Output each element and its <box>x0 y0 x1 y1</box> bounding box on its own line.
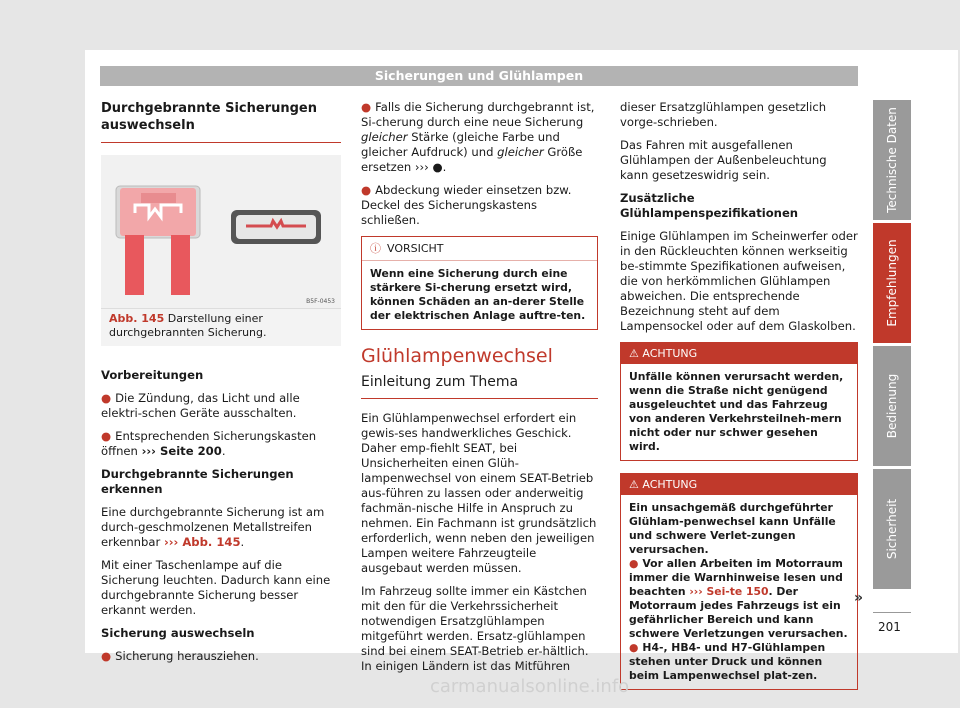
warning-text: Unfälle können verursacht werden, wenn die Straße nicht genügend ausgeleuchtet und das Fahrzeug von anderen Verkehrsteilneh-mern nicht oder nur schwer gesehen wird. <box>629 370 844 453</box>
figure-code: B5F-0453 <box>306 298 335 305</box>
chapter-title: Glühlampenwechsel <box>361 345 553 367</box>
list-item <box>101 391 341 421</box>
bullet-icon: ● <box>101 391 112 405</box>
paragraph: Einige Glühlampen im Scheinwerfer oder in den Rückleuchten können werkseitig be-stimmte Spezifikationen aufweisen, die von herkömmlichen Glühlampen abweichen. Die entsprechende Bezeichnung steht auf dem Lampensockel oder auf dem Glaskolben. <box>620 229 858 333</box>
tab-label: Sicherheit <box>885 498 899 560</box>
text: Stärke (gleiche Farbe und gleicher Aufdruck) und <box>361 130 560 159</box>
bullet-icon: ● <box>361 100 372 114</box>
bullet-icon: ● <box>361 183 372 197</box>
warning-item <box>629 557 849 641</box>
warning-triangle-icon: ⚠ <box>629 347 643 360</box>
tab-technische-daten[interactable] <box>873 100 911 220</box>
list-item-text: Sicherung herausziehen. <box>115 649 259 663</box>
subheading-erkennen: Durchgebrannte Sicherungen erkennen <box>101 467 294 496</box>
column-1 <box>101 100 341 672</box>
text: Falls die Sicherung durchgebrannt ist, Si-cherung durch eine neue Sicherung <box>361 100 595 129</box>
caption-label: Abb. 145 <box>109 312 165 325</box>
paragraph: Im Fahrzeug sollte immer ein Kästchen mit den für die Verkehrssicherheit notwendigen Ersatzglühlampen mitgeführt werden. Ersatz-glühlampen sind bei einem SEAT-Betrieb er-hältlich. In einigen Ländern ist das Mitführen <box>361 584 589 673</box>
paragraph: dieser Ersatzglühlampen gesetzlich vorge-schrieben. <box>620 100 827 129</box>
warning-label: ACHTUNG <box>642 347 698 360</box>
bullet-icon: ● <box>101 649 112 663</box>
stop-icon: ● <box>432 160 443 174</box>
warning-triangle-icon: ⚠ <box>629 478 643 491</box>
figure-145 <box>101 155 341 346</box>
paragraph: Ein Glühlampenwechsel erfordert ein gewis-ses handwerkliches Geschick. Daher emp-fiehlt SEAT, bei Unsicherheiten einen Glüh-lampenwechsel von einem SEAT-Betrieb aus-führen zu lassen oder anderweitig fachmän-nische Hilfe in Anspruch zu nehmen. Ein Fachmann ist grundsätzlich erforderlich, wenn neben den jeweiligen Lampen weitere Fahrzeugteile ausgebaut werden müssen. <box>361 411 597 575</box>
list-item <box>101 649 341 664</box>
list-item <box>361 183 598 228</box>
text: . Der Motorraum jedes Fahrzeugs ist ein gefährlicher Bereich und kann schwere Verletzungen verursachen. <box>629 585 848 640</box>
subheading-spezifikationen: Zusätzliche Glühlampenspezifikationen <box>620 191 799 220</box>
list-item: ● Falls die Sicherung durchgebrannt ist, Si-cherung durch eine neue Sicherung gleicher Stärke (gleiche Farbe und gleicher Aufdruck) und gleicher Größe ersetzen ››› ●. <box>361 100 595 174</box>
paragraph: Eine durchgebrannte Sicherung ist am durch-geschmolzenen Metallstreifen erkennbar ››› Abb. 145. <box>101 505 325 549</box>
figure-link[interactable]: ››› Abb. 145 <box>163 535 241 549</box>
section-title-fuses: Durchgebrannte Sicherungen auswechseln <box>101 100 341 143</box>
caution-label: VORSICHT <box>387 242 444 255</box>
warning-header <box>621 474 857 495</box>
subheading-auswechseln: Sicherung auswechseln <box>101 626 255 640</box>
tab-label: Bedienung <box>885 373 899 439</box>
warning-intro: Ein unsachgemäß durchgeführter Glühlam-penwechsel kann Unfälle und schwere Verlet-zungen verursachen. <box>629 501 836 556</box>
list-item-text: Entsprechenden Sicherungskasten öffnen <box>101 429 317 458</box>
tab-label: Empfehlungen <box>885 239 899 327</box>
tab-bedienung[interactable] <box>873 346 911 466</box>
paragraph: Mit einer Taschenlampe auf die Sicherung leuchten. Dadurch kann eine durchgebrannte Sicherung besser erkannt werden. <box>101 558 331 617</box>
tab-sicherheit[interactable] <box>873 469 911 589</box>
list-item-text: Die Zündung, das Licht und alle elektri-schen Geräte ausschalten. <box>101 391 300 420</box>
page-link[interactable]: ››› Seite 200 <box>141 444 222 458</box>
list-item: ● Entsprechenden Sicherungskasten öffnen ››› Seite 200. <box>101 429 317 458</box>
tab-empfehlungen[interactable] <box>873 223 911 343</box>
page-link[interactable]: ››› Sei-te 150 <box>689 585 769 598</box>
list-item-text: Abdeckung wieder einsetzen bzw. Deckel des Sicherungskastens schließen. <box>361 183 572 227</box>
warning-box-1 <box>620 342 858 461</box>
warning-body <box>621 495 857 689</box>
tab-label: Technische Daten <box>885 107 899 213</box>
bullet-icon: ● <box>629 557 639 570</box>
text-italic: gleicher <box>497 145 544 159</box>
continue-arrow-icon: » <box>854 590 864 606</box>
paragraph: Das Fahren mit ausgefallenen Glühlampen der Außenbeleuchtung kann gesetzeswidrig sein. <box>620 138 827 182</box>
caution-text: Wenn eine Sicherung durch eine stärkere Si-cherung ersetzt wird, können Schäden an an-derer Stelle der elektrischen Anlage auftre-ten. <box>370 267 586 322</box>
caption-text: Darstellung einer durchgebrannten Sicherung. <box>109 312 267 339</box>
warning-header <box>621 343 857 364</box>
text-italic: gleicher <box>361 130 408 144</box>
info-circle-icon: ⓘ <box>370 242 381 255</box>
column-3 <box>620 100 858 702</box>
text: Größe ersetzen ››› <box>361 145 583 174</box>
page-number: 201 <box>878 620 901 634</box>
divider <box>873 612 911 613</box>
paragraph-text: Eine durchgebrannte Sicherung ist am durch-geschmolzenen Metallstreifen erkennbar <box>101 505 325 549</box>
warning-label: ACHTUNG <box>642 478 698 491</box>
figure-caption <box>109 312 337 340</box>
warning-box-2 <box>620 473 858 690</box>
caution-box <box>361 236 598 330</box>
watermark: carmanualsonline.info <box>430 676 630 697</box>
column-2 <box>361 100 598 682</box>
bullet-icon: ● <box>629 641 639 654</box>
page-header: Sicherungen und Glühlampen <box>100 66 858 86</box>
warning-item <box>629 641 849 683</box>
bullet-icon: ● <box>101 429 112 443</box>
text: H4-, HB4- und H7-Glühlampen stehen unter Druck und können beim Lampenwechsel plat-zen. <box>629 641 826 682</box>
text: Vor allen Arbeiten im Motorraum immer die Warnhinweise lesen und beachten <box>629 557 843 598</box>
fuse-illustration <box>101 155 341 309</box>
fuse-drawing <box>101 155 341 308</box>
chapter-subtitle: Einleitung zum Thema <box>361 372 598 399</box>
subheading-vorbereitungen: Vorbereitungen <box>101 368 204 382</box>
caution-header <box>362 237 597 261</box>
